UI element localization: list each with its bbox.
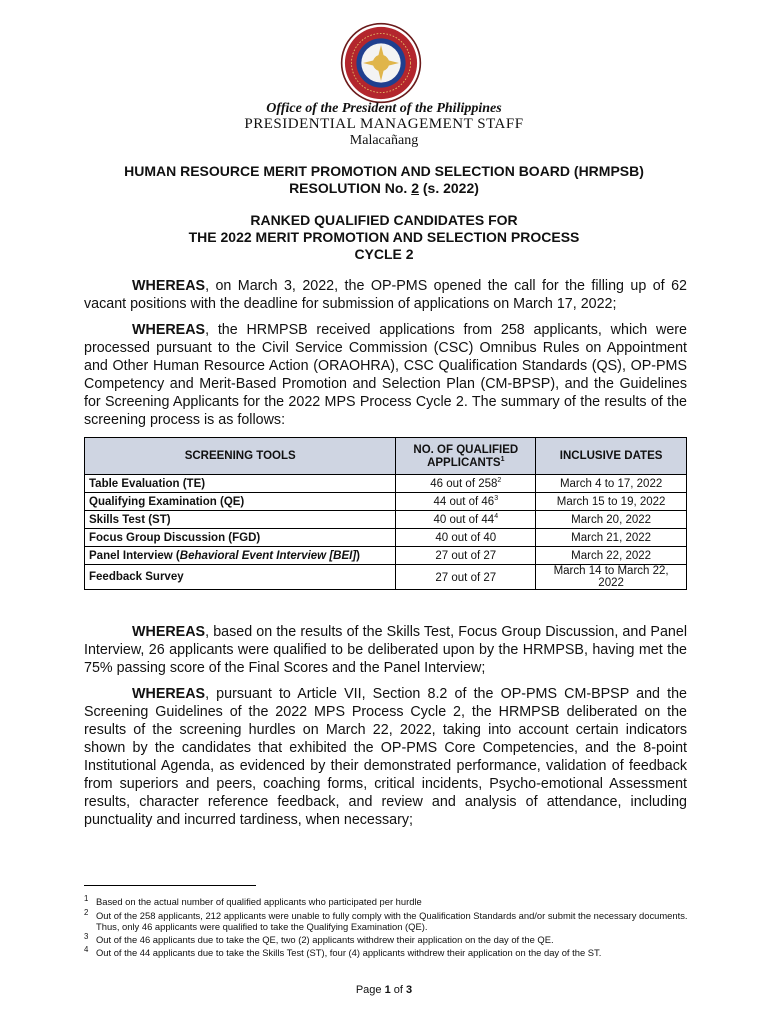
footnote-4: $^4$ Out of the 44 applicants due to take the Skills Test (ST), four (4) applicants withdrew their application on the day of the ST. (84, 945, 602, 959)
cell-qualified-applicants: 46 out of $258^2$ (396, 475, 536, 493)
cell-qualified-applicants: 40 out of 40 (396, 529, 536, 547)
resolution-number: 2 (411, 180, 419, 196)
cell-inclusive-dates: March 22, 2022 (536, 547, 687, 565)
cell-qualified-applicants: 40 out of $44^4$ (396, 511, 536, 529)
whereas-label: WHEREAS (132, 278, 206, 294)
table-row (85, 493, 687, 511)
cell-inclusive-dates: March 4 to 17, 2022 (536, 475, 687, 493)
board-title: HUMAN RESOURCE MERIT PROMOTION AND SELECTION BOARD (HRMPSB) (124, 163, 644, 179)
subject-line-3: CYCLE 2 (354, 246, 414, 262)
footnote-divider (84, 885, 256, 886)
subject-line-1: RANKED QUALIFIED CANDIDATES FOR (250, 212, 518, 228)
footnote-1: $^1$ Based on the actual number of qualified applicants who participated per hurdle (84, 894, 422, 908)
header-qualified-applicants: NO. OF QUALIFIED APPLICANTS$^1$ (396, 438, 536, 475)
footnote-3: $^3$ Out of the 46 applicants due to take the QE, two (2) applicants withdrew their application on the day of the QE. (84, 932, 554, 946)
cell-screening-tool: Panel Interview (Behavioral Event Interview [BEI]) (85, 547, 396, 565)
whereas-label: WHEREAS (132, 624, 206, 640)
screening-tools-table (84, 437, 687, 590)
cell-screening-tool: Focus Group Discussion (FGD) (85, 529, 396, 547)
cell-qualified-applicants: 27 out of 27 (396, 547, 536, 565)
cell-qualified-applicants: 44 out of $46^3$ (396, 493, 536, 511)
whereas-paragraph-1 (84, 277, 687, 313)
table-row (85, 565, 687, 590)
whereas-paragraph-3 (84, 623, 687, 677)
footnote-2: $^2$ Out of the 258 applicants, 212 applicants were unable to fully comply with the Qualification Standards and/or submit the necessary documents. Thus, only 46 applicants were qualified to take the Qualifying Examination (QE). (84, 908, 688, 933)
paragraph-text: , pursuant to Article VII, Section 8.2 of the OP-PMS CM-BPSP and the Screening Guidelines of the 2022 MPS Process Cycle 2, the HRMPSB deliberated on the results of the screening hurdles on March 22, 2022, taking into account certain indicators shown by the candidates that exhibited the OP-PMS Core Competencies, and the 8-point Institutional Agenda, as evidenced by their demonstrated performance, validation of feedback from superiors and peers, coaching forms, critical incidents, Psycho-emotional Assessment results, character reference feedback, and review and analysis of attendance, including punctuality and incurred tardiness, when necessary; (84, 686, 687, 828)
header-screening-tools: SCREENING TOOLS (85, 438, 396, 475)
cell-qualified-applicants: 27 out of 27 (396, 565, 536, 590)
paragraph-text: , the HRMPSB received applications from 258 applicants, which were processed pursuant to the Civil Service Commission (CSC) Omnibus Rules on Appointment and Other Human Resource Action (ORAOHRA), CSC Qualification Standards (QS), OP-PMS Competency and Merit-Based Promotion and Selection Plan (CM-BPSP), and the Guidelines for Screening Applicants for the 2022 MPS Process Cycle 2. The summary of the results of the screening process is as follows: (84, 322, 687, 428)
paragraph-text: , based on the results of the Skills Test, Focus Group Discussion, and Panel Interview, 26 applicants were qualified to be deliberated upon by the HRMPSB, having met the 75% passing score of the Final Scores and the Panel Interview; (84, 624, 687, 676)
table-header-row (85, 438, 687, 475)
cell-screening-tool: Table Evaluation (TE) (85, 475, 396, 493)
cell-inclusive-dates: March 14 to March 22, 2022 (536, 565, 687, 590)
resolution-prefix: RESOLUTION No. (289, 180, 412, 196)
pms-seal-logo (340, 22, 422, 104)
pms-header: PRESIDENTIAL MANAGEMENT STAFF (244, 116, 524, 132)
cell-inclusive-dates: March 20, 2022 (536, 511, 687, 529)
table-row (85, 511, 687, 529)
cell-screening-tool: Qualifying Examination (QE) (85, 493, 396, 511)
table-row (85, 529, 687, 547)
page-number: Page 1 of 3 (355, 984, 413, 996)
resolution-title (0, 180, 768, 196)
resolution-suffix: (s. 2022) (418, 180, 479, 196)
cell-screening-tool: Skills Test (ST) (85, 511, 396, 529)
office-of-the-president-header: Office of the President of the Philippines (266, 101, 502, 116)
whereas-paragraph-2 (84, 321, 687, 429)
cell-screening-tool: Feedback Survey (85, 565, 396, 590)
table-row (85, 475, 687, 493)
whereas-label: WHEREAS (132, 322, 206, 338)
cell-inclusive-dates: March 21, 2022 (536, 529, 687, 547)
header-inclusive-dates: INCLUSIVE DATES (536, 438, 687, 475)
malacanang-header: Malacañang (349, 133, 419, 148)
whereas-label: WHEREAS (132, 686, 206, 702)
paragraph-text: , on March 3, 2022, the OP-PMS opened the call for the filling up of 62 vacant positions with the deadline for submission of applications on March 17, 2022; (84, 278, 687, 312)
cell-inclusive-dates: March 15 to 19, 2022 (536, 493, 687, 511)
table-row (85, 547, 687, 565)
subject-line-2: THE 2022 MERIT PROMOTION AND SELECTION PROCESS (188, 229, 580, 245)
whereas-paragraph-4 (84, 685, 687, 829)
